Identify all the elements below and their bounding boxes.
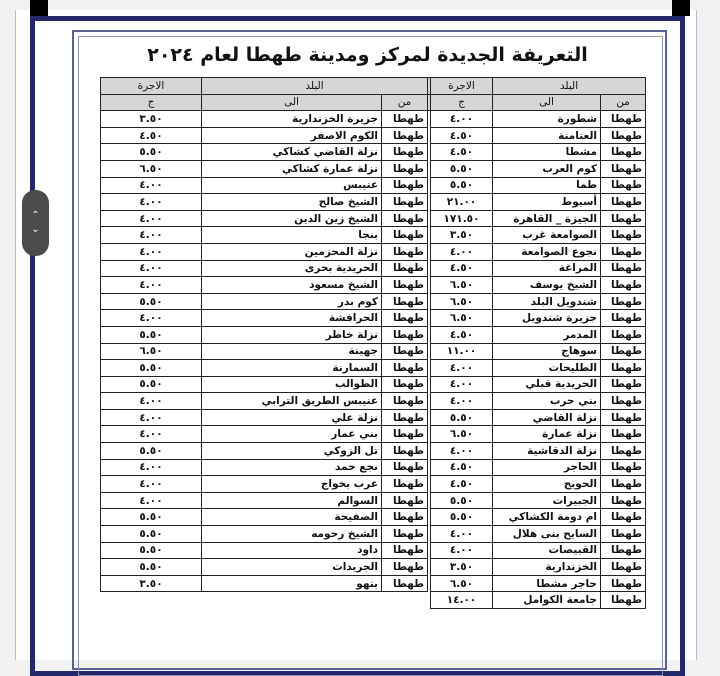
left-fee-cell: ٦.٥٠ xyxy=(101,343,202,360)
left-from-cell: طهطا xyxy=(382,260,428,277)
left-fee-cell: ٥.٥٠ xyxy=(101,360,202,377)
right-from-cell: طهطا xyxy=(601,326,646,343)
table-row xyxy=(101,426,646,443)
left-from-cell: طهطا xyxy=(382,160,428,177)
column-gap xyxy=(428,94,431,111)
right-from-cell: طهطا xyxy=(601,376,646,393)
table-row xyxy=(101,326,646,343)
column-gap xyxy=(428,177,431,194)
right-from-cell: طهطا xyxy=(601,177,646,194)
right-to-cell: نزلة القاضي xyxy=(493,409,601,426)
right-from-cell: طهطا xyxy=(601,127,646,144)
page-title: التعريفة الجديدة لمركز ومدينة طهطا لعام ٢٠٢٤ xyxy=(147,44,588,66)
corner-mark-left xyxy=(30,0,48,16)
right-fee-cell: ٥.٥٠ xyxy=(431,409,493,426)
right-fee-cell: ٤.٥٠ xyxy=(431,459,493,476)
right-fee-cell: ١٤.٠٠ xyxy=(431,592,493,609)
right-fee-cell: ٤.٠٠ xyxy=(431,111,493,128)
column-gap xyxy=(428,443,431,460)
right-to-cell: القبيصات xyxy=(493,542,601,559)
header-right-to: الى xyxy=(493,94,601,111)
tariff-table xyxy=(100,77,646,609)
table-row xyxy=(101,393,646,410)
left-to-cell: الشيخ مسعود xyxy=(202,277,382,294)
left-from-cell: طهطا xyxy=(382,293,428,310)
left-from-cell: طهطا xyxy=(382,177,428,194)
left-from-cell: طهطا xyxy=(382,409,428,426)
left-from-cell: طهطا xyxy=(382,393,428,410)
right-from-cell: طهطا xyxy=(601,476,646,493)
left-fee-cell: ٥.٥٠ xyxy=(101,559,202,576)
right-from-cell: طهطا xyxy=(601,575,646,592)
column-gap xyxy=(428,542,431,559)
column-gap xyxy=(428,227,431,244)
right-to-cell: السايح بنى هلال xyxy=(493,526,601,543)
header-row-groups xyxy=(101,78,646,95)
right-fee-cell: ٣.٥٠ xyxy=(431,559,493,576)
column-gap xyxy=(428,160,431,177)
table-row xyxy=(101,526,646,543)
right-to-cell: الخزندارية xyxy=(493,559,601,576)
column-gap xyxy=(428,144,431,161)
right-to-cell: أسيوط xyxy=(493,194,601,211)
right-fee-cell: ٤.٥٠ xyxy=(431,260,493,277)
right-to-cell: المراغة xyxy=(493,260,601,277)
left-to-cell: نزلة القاضي كشاكي xyxy=(202,144,382,161)
right-from-cell: طهطا xyxy=(601,393,646,410)
right-to-cell: سوهاج xyxy=(493,343,601,360)
table-row xyxy=(101,210,646,227)
right-to-cell: نزلة الدقاشية xyxy=(493,443,601,460)
column-gap xyxy=(428,210,431,227)
left-from-cell: طهطا xyxy=(382,310,428,327)
left-fee-cell: ٣.٥٠ xyxy=(101,111,202,128)
right-from-cell: طهطا xyxy=(601,227,646,244)
table-row xyxy=(101,144,646,161)
header-right-fee: الاجرة xyxy=(431,78,493,95)
left-to-cell: تل الزوكي xyxy=(202,443,382,460)
right-from-cell: طهطا xyxy=(601,559,646,576)
right-fee-cell: ٣.٥٠ xyxy=(431,227,493,244)
column-gap xyxy=(428,492,431,509)
left-fee-cell: ٤.٠٠ xyxy=(101,409,202,426)
table-row xyxy=(101,492,646,509)
left-fee-cell: ٤.٠٠ xyxy=(101,260,202,277)
right-from-cell: طهطا xyxy=(601,310,646,327)
left-fee-cell: ٤.٠٠ xyxy=(101,393,202,410)
right-fee-cell: ٦.٥٠ xyxy=(431,277,493,294)
left-from-cell: طهطا xyxy=(382,526,428,543)
column-gap xyxy=(428,78,431,95)
right-to-cell: مشطا xyxy=(493,144,601,161)
right-fee-cell: ٦.٥٠ xyxy=(431,293,493,310)
table-row xyxy=(101,194,646,211)
left-fee-cell: ٥.٥٠ xyxy=(101,376,202,393)
right-fee-cell: ٤.٥٠ xyxy=(431,127,493,144)
right-to-cell: جامعة الكوامل xyxy=(493,592,601,609)
right-from-cell: طهطا xyxy=(601,144,646,161)
right-from-cell: طهطا xyxy=(601,542,646,559)
left-fee-cell: ٥.٥٠ xyxy=(101,509,202,526)
left-fee-cell: ٤.٠٠ xyxy=(101,177,202,194)
column-gap xyxy=(428,459,431,476)
table-row xyxy=(101,476,646,493)
right-to-cell: حاجر مشطا xyxy=(493,575,601,592)
right-from-cell: طهطا xyxy=(601,160,646,177)
left-to-cell: بني عمار xyxy=(202,426,382,443)
right-fee-cell: ٤.٠٠ xyxy=(431,542,493,559)
table-row xyxy=(101,243,646,260)
table-row xyxy=(101,293,646,310)
left-to-cell: نجع حمد xyxy=(202,459,382,476)
table-row xyxy=(101,310,646,327)
left-from-cell: طهطا xyxy=(382,227,428,244)
header-left-to: الى xyxy=(202,94,382,111)
table-row xyxy=(101,260,646,277)
left-from-cell: طهطا xyxy=(382,326,428,343)
left-to-cell: عنيبس xyxy=(202,177,382,194)
column-gap xyxy=(428,243,431,260)
column-gap xyxy=(428,343,431,360)
right-fee-cell: ٤.٠٠ xyxy=(431,376,493,393)
column-gap xyxy=(428,310,431,327)
column-gap xyxy=(428,111,431,128)
left-to-cell: الشيخ صالح xyxy=(202,194,382,211)
left-from-cell: طهطا xyxy=(382,575,428,592)
table-row xyxy=(101,542,646,559)
right-fee-cell: ٢١.٠٠ xyxy=(431,194,493,211)
right-fee-cell: ١١.٠٠ xyxy=(431,343,493,360)
table-row xyxy=(101,127,646,144)
left-to-cell: الحرافشة xyxy=(202,310,382,327)
column-gap xyxy=(428,376,431,393)
chevron-down-icon[interactable]: ⌄ xyxy=(31,224,40,235)
right-to-cell: الصوامعة غرب xyxy=(493,227,601,244)
right-to-cell: جزيرة شندويل xyxy=(493,310,601,327)
table-row xyxy=(101,160,646,177)
right-to-cell: ام دومة الكشاكي xyxy=(493,509,601,526)
left-from-cell: طهطا xyxy=(382,360,428,377)
left-from-cell: طهطا xyxy=(382,426,428,443)
column-gap xyxy=(428,260,431,277)
right-fee-cell: ١٧١.٥٠ xyxy=(431,210,493,227)
table-row xyxy=(101,509,646,526)
left-from-cell: طهطا xyxy=(382,459,428,476)
table-row xyxy=(101,111,646,128)
right-to-cell: نزلة عمارة xyxy=(493,426,601,443)
right-fee-cell: ٦.٥٠ xyxy=(431,426,493,443)
left-from-cell: طهطا xyxy=(382,492,428,509)
right-fee-cell: ٤.٠٠ xyxy=(431,443,493,460)
left-from-cell: طهطا xyxy=(382,559,428,576)
table-row xyxy=(101,409,646,426)
column-gap xyxy=(428,326,431,343)
right-to-cell: المدمر xyxy=(493,326,601,343)
right-to-cell: الحريدية قبلي xyxy=(493,376,601,393)
table-row xyxy=(101,575,646,592)
right-from-cell: طهطا xyxy=(601,243,646,260)
left-fee-cell: ٤.٠٠ xyxy=(101,243,202,260)
left-to-cell: داود xyxy=(202,542,382,559)
left-to-cell: الكوم الاصفر xyxy=(202,127,382,144)
left-fee-cell: ٥.٥٠ xyxy=(101,293,202,310)
right-from-cell: طهطا xyxy=(601,293,646,310)
right-from-cell: طهطا xyxy=(601,526,646,543)
header-left-fee: الاجرة xyxy=(101,78,202,95)
left-to-cell: الشيخ زين الدين xyxy=(202,210,382,227)
header-right-group: البلد xyxy=(493,78,646,95)
table-row xyxy=(101,177,646,194)
column-gap xyxy=(428,476,431,493)
header-right-from: من xyxy=(601,94,646,111)
table-row xyxy=(101,360,646,377)
column-gap xyxy=(428,194,431,211)
right-to-cell: الجبيرات xyxy=(493,492,601,509)
left-fee-cell: ٤.٠٠ xyxy=(101,426,202,443)
left-fee-cell: ٤.٠٠ xyxy=(101,476,202,493)
right-fee-cell: ٤.٥٠ xyxy=(431,326,493,343)
left-from-cell: طهطا xyxy=(382,443,428,460)
header-row-columns xyxy=(101,94,646,111)
right-fee-cell: ٥.٥٠ xyxy=(431,160,493,177)
table-row xyxy=(101,559,646,576)
header-left-currency: ج xyxy=(101,94,202,111)
left-fee-cell: ٤.٠٠ xyxy=(101,194,202,211)
left-to-cell: نزلة المحزمين xyxy=(202,243,382,260)
column-gap xyxy=(428,592,431,609)
column-gap xyxy=(428,127,431,144)
column-gap xyxy=(428,526,431,543)
left-fee-cell: ٥.٥٠ xyxy=(101,443,202,460)
table-row xyxy=(101,277,646,294)
left-fee-cell: ٥.٥٠ xyxy=(101,326,202,343)
right-from-cell: طهطا xyxy=(601,509,646,526)
left-fee-cell: ٤.٠٠ xyxy=(101,492,202,509)
left-from-cell: طهطا xyxy=(382,343,428,360)
left-to-cell: نزلة خاطر xyxy=(202,326,382,343)
left-to-cell: عنيبس الطريق الترابي xyxy=(202,393,382,410)
right-fee-cell: ٤.٠٠ xyxy=(431,526,493,543)
right-fee-cell: ٦.٥٠ xyxy=(431,575,493,592)
right-to-cell: العتامنة xyxy=(493,127,601,144)
right-to-cell: الشيخ يوسف xyxy=(493,277,601,294)
column-gap xyxy=(428,409,431,426)
left-to-cell: جهينة xyxy=(202,343,382,360)
column-gap xyxy=(428,277,431,294)
left-to-cell: السوالم xyxy=(202,492,382,509)
right-from-cell: طهطا xyxy=(601,426,646,443)
right-from-cell: طهطا xyxy=(601,592,646,609)
left-from-cell: طهطا xyxy=(382,277,428,294)
left-to-cell: نزلة عمارة كشاكي xyxy=(202,160,382,177)
left-fee-cell: ٤.٠٠ xyxy=(101,277,202,294)
table-row xyxy=(101,343,646,360)
left-fee-cell: ٦.٥٠ xyxy=(101,160,202,177)
left-from-cell: طهطا xyxy=(382,243,428,260)
right-to-cell: شندويل البلد xyxy=(493,293,601,310)
column-gap xyxy=(428,426,431,443)
right-from-cell: طهطا xyxy=(601,492,646,509)
tariff-table-container xyxy=(100,77,645,609)
right-from-cell: طهطا xyxy=(601,360,646,377)
left-from-cell: طهطا xyxy=(382,210,428,227)
empty-cell xyxy=(382,592,428,609)
left-to-cell: عرب بخواج xyxy=(202,476,382,493)
left-fee-cell: ٥.٥٠ xyxy=(101,526,202,543)
left-from-cell: طهطا xyxy=(382,194,428,211)
right-to-cell: الحاجر xyxy=(493,459,601,476)
right-from-cell: طهطا xyxy=(601,277,646,294)
left-to-cell: نزلة علي xyxy=(202,409,382,426)
right-fee-cell: ٥.٥٠ xyxy=(431,509,493,526)
right-to-cell: الحويج xyxy=(493,476,601,493)
header-right-currency: ج xyxy=(431,94,493,111)
header-left-group: البلد xyxy=(202,78,428,95)
left-to-cell: كوم بدر xyxy=(202,293,382,310)
left-fee-cell: ٤.٠٠ xyxy=(101,310,202,327)
right-fee-cell: ٦.٥٠ xyxy=(431,310,493,327)
left-to-cell: بنهو xyxy=(202,575,382,592)
left-from-cell: طهطا xyxy=(382,127,428,144)
right-to-cell: بني حرب xyxy=(493,393,601,410)
left-to-cell: الحريدية بحرى xyxy=(202,260,382,277)
left-from-cell: طهطا xyxy=(382,509,428,526)
right-from-cell: طهطا xyxy=(601,210,646,227)
column-gap xyxy=(428,509,431,526)
left-to-cell: جزيرة الخزندارية xyxy=(202,111,382,128)
left-fee-cell: ٤.٠٠ xyxy=(101,459,202,476)
left-fee-cell: ٤.٥٠ xyxy=(101,127,202,144)
right-fee-cell: ٤.٠٠ xyxy=(431,243,493,260)
right-fee-cell: ٤.٥٠ xyxy=(431,144,493,161)
right-from-cell: طهطا xyxy=(601,194,646,211)
column-gap xyxy=(428,393,431,410)
left-fee-cell: ٥.٥٠ xyxy=(101,144,202,161)
tariff-table-body xyxy=(101,111,646,609)
column-gap xyxy=(428,293,431,310)
left-from-cell: طهطا xyxy=(382,144,428,161)
left-fee-cell: ٣.٥٠ xyxy=(101,575,202,592)
right-fee-cell: ٤.٠٠ xyxy=(431,393,493,410)
empty-cell xyxy=(202,592,382,609)
chevron-up-icon[interactable]: ⌃ xyxy=(31,210,40,221)
right-from-cell: طهطا xyxy=(601,343,646,360)
column-gap xyxy=(428,575,431,592)
left-from-cell: طهطا xyxy=(382,542,428,559)
right-from-cell: طهطا xyxy=(601,111,646,128)
table-row xyxy=(101,592,646,609)
left-to-cell: بنجا xyxy=(202,227,382,244)
table-row xyxy=(101,376,646,393)
right-from-cell: طهطا xyxy=(601,443,646,460)
left-from-cell: طهطا xyxy=(382,376,428,393)
table-row xyxy=(101,443,646,460)
left-to-cell: السمارنة xyxy=(202,360,382,377)
left-fee-cell: ٤.٠٠ xyxy=(101,227,202,244)
right-to-cell: شطورة xyxy=(493,111,601,128)
header-left-from: من xyxy=(382,94,428,111)
right-to-cell: كوم العرب xyxy=(493,160,601,177)
left-to-cell: الطوالب xyxy=(202,376,382,393)
corner-mark-right xyxy=(672,0,690,16)
left-to-cell: الشيخ رحومه xyxy=(202,526,382,543)
column-gap xyxy=(428,559,431,576)
right-fee-cell: ٥.٥٠ xyxy=(431,492,493,509)
right-from-cell: طهطا xyxy=(601,260,646,277)
left-from-cell: طهطا xyxy=(382,476,428,493)
table-row xyxy=(101,459,646,476)
scroll-nav-control[interactable] xyxy=(22,190,49,256)
left-to-cell: الصفيحة xyxy=(202,509,382,526)
right-to-cell: الجيزة _ القاهرة xyxy=(493,210,601,227)
left-to-cell: الجريدات xyxy=(202,559,382,576)
right-fee-cell: ٤.٥٠ xyxy=(431,476,493,493)
table-row xyxy=(101,227,646,244)
left-fee-cell: ٥.٥٠ xyxy=(101,542,202,559)
right-fee-cell: ٤.٠٠ xyxy=(431,360,493,377)
right-fee-cell: ٥.٥٠ xyxy=(431,177,493,194)
right-to-cell: نجوع الصوامعة xyxy=(493,243,601,260)
column-gap xyxy=(428,360,431,377)
right-from-cell: طهطا xyxy=(601,409,646,426)
empty-cell xyxy=(101,592,202,609)
right-to-cell: طما xyxy=(493,177,601,194)
right-from-cell: طهطا xyxy=(601,459,646,476)
left-fee-cell: ٤.٠٠ xyxy=(101,210,202,227)
left-from-cell: طهطا xyxy=(382,111,428,128)
right-to-cell: الطليحات xyxy=(493,360,601,377)
